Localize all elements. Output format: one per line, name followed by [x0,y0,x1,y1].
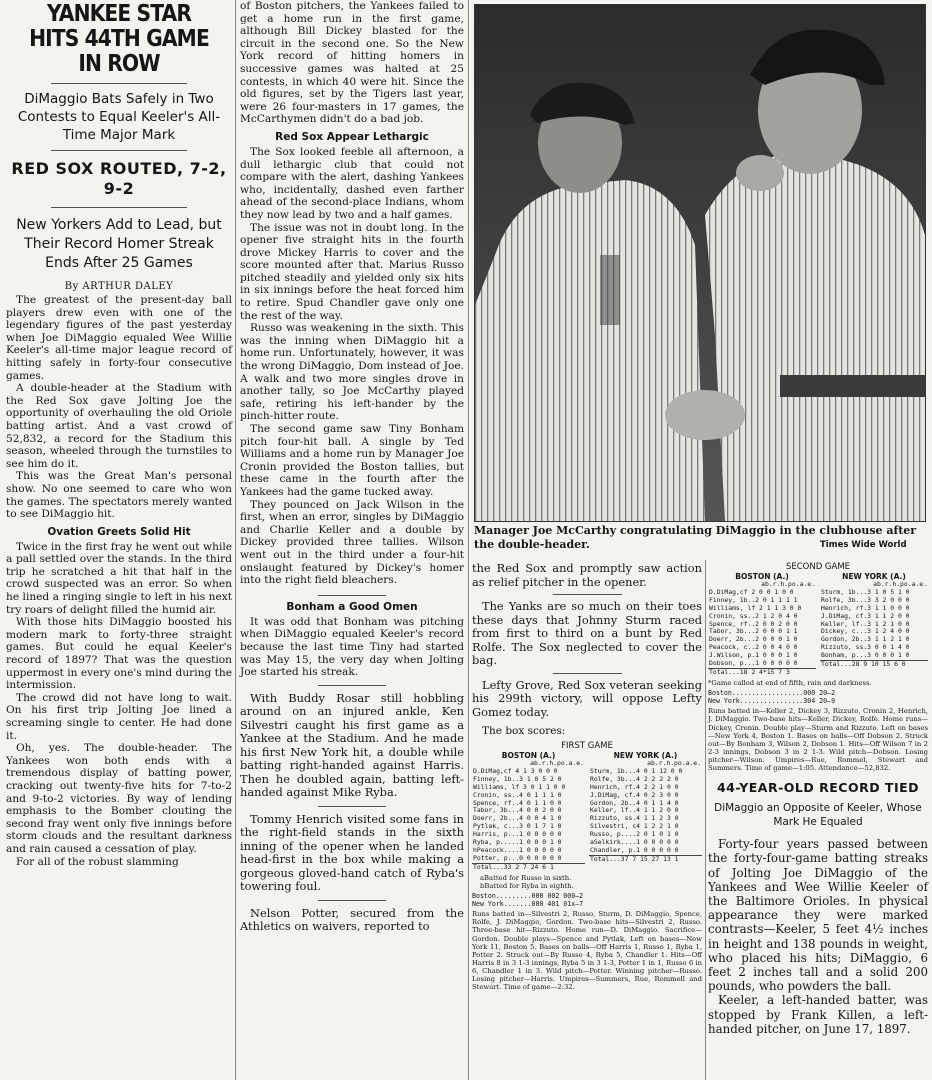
col-header: ab.r.h.po.a.e. [873,580,927,588]
game-label: SECOND GAME [785,562,851,572]
subhead: Ovation Greets Solid Hit [47,525,191,538]
paragraph: For all of the robust slamming [16,855,179,868]
paragraph: Lefty Grove, Red Sox veteran seeking his 299th victory, will oppose Lefty Gomez today. [472,677,702,719]
paragraph: Nelson Potter, secured from the Athletics on waivers, reported to [240,905,464,934]
box-row: Tabor, 3b...4 0 0 2 0 0 [473,806,562,815]
boston-box [708,581,816,677]
box-row: Potter, p...0 0 0 0 0 0 [473,853,562,862]
paragraph: Forty-four years passed between the forty-four-game batting streaks of Jolting Joe DiMaggio of the Yankees and Wee Willie Keeler of the Baltimore Orioles. In physical appearance they were marked contrasts—Keeler, 5 feet 4½ inches in height and 138 pounds in weight, who placed his hits; DiMaggio, 6 feet 2 inches tall and a solid 200 pounds, who powders the ball. [708,837,928,994]
box-row: Doerr, 2b...2 0 0 0 1 0 [709,635,798,644]
sidebar-headline: 44-YEAR-OLD RECORD TIED [716,780,920,796]
byline: By ARTHUR DALEY [64,281,174,292]
paragraph: the Red Sox and promptly saw action as relief pitcher in the opener. [472,561,702,589]
box-total: Total...37 7 15 27 13 1 [589,855,702,863]
team-name: BOSTON (A.) [735,572,789,581]
paragraph: of Boston pitchers, the Yankees failed to get a home run in the first game, although Bill Dickey blasted for the circuit in the second one. So the New York record of hitting homers in successive games was halted at 25 contests, in which 40 were hit. Since the old figures, set by the Tigers last year, were 26 four-masters in 17 games, the McCarthymen didn't do a bad job. [240,0,464,126]
paragraph: Twice in the first fray he went out while a pall settled over the stands. In the third trip he scratched a hit that half in the crowd suspected was an error. So when he lined a ringing single to left in his next try roars of delight filled the humid air. [6,540,232,616]
box-row: Ryba, p.....1 0 0 0 1 0 [473,838,562,847]
team-name: NEW YORK (A.) [842,572,906,581]
box-row: Bonham, p...3 0 0 0 1 0 [821,651,910,660]
paragraph: The crowd did not have long to wait. On his first trip Jolting Joe lined a screaming single to center. He had done it. [6,691,232,742]
team-name: BOSTON (A.) [501,751,556,760]
box-row: hPeacock....1 0 0 0 0 0 [473,845,562,854]
paragraph: Keeler, a left-handed batter, was stopped by Frank Killen, a left-handed pitcher, on June 17, 1897. [708,993,928,1036]
photo-credit: Times Wide World [820,540,907,550]
col-header: ab.r.h.po.a.e. [761,580,815,588]
box-row: D.DiMag,cf 2 0 0 1 0 0 [709,587,794,596]
box-row: J.Wilson, p.1 0 0 0 1 0 [709,651,798,660]
box-row: aSelkirk....1 0 0 0 0 0 [590,838,679,847]
sidebar-deck: DiMaggio an Opposite of Keeler, Whose Mark He Equaled [714,802,922,829]
line-score: Boston..................000 20—2 [708,688,836,697]
paragraph: Russo was weakening in the sixth. This was the inning when DiMaggio hit a home run. Unfortunately, however, it was the wrong DiMaggio, Dom instead of Joe. A walk and two more singles drove in another tally, so Joe McCarthy played safe, retiring his left-hander by the pinch-hitter route. [240,322,464,423]
article-column-1 [6,0,232,868]
box-row: Tabor, 3b...2 0 0 0 1 1 [709,627,798,636]
article-column-2 [240,0,464,934]
box-row: Peacock, c..2 0 0 4 0 0 [709,643,798,652]
team-name: NEW YORK (A.) [613,751,678,760]
newyork-box [820,581,928,669]
paragraph: A double-header at the Stadium with the Red Sox gave Jolting Joe the opportunity of overhauling the old Oriole batting artist. And a vast crowd of 52,832, a record for the Stadium this season, wheeled through the turnstiles to see him do it. [6,382,232,470]
box-scores-intro: The box scores: [482,725,566,737]
paragraph: The Yanks are so much on their toes these days that Johnny Sturm raced from first to third on a bunt by Red Rolfe. The Sox neglected to cover the bag. [472,599,702,667]
box-row: Rizzuto, ss.3 0 0 1 4 0 [821,643,910,652]
box-row: Rolfe, 3b...3 3 2 0 0 0 [821,595,910,604]
deck-1: DiMaggio Bats Safely in Two Contests to Equal Keeler's All-Time Major Mark [17,91,221,143]
box-row: Gordon, 2b..3 1 1 2 1 0 [821,635,910,644]
box-row: Russo, p....2 0 1 0 1 0 [590,830,679,839]
box-row: Dobson, p...1 0 0 0 0 0 [709,659,798,668]
box-row: Rizzuto, ss.4 1 1 2 3 0 [590,814,679,823]
clubhouse-photo [474,4,926,522]
box-row: Spence, rf..4 0 1 1 0 0 [473,798,562,807]
subhead: Bonham a Good Omen [286,600,418,613]
box-row: Williams, lf 3 0 1 1 0 0 [473,782,566,791]
game-label: FIRST GAME [561,741,613,751]
box-row: Chandler, p.1 0 0 0 0 0 [590,845,679,854]
box-note: aBatted for Russo in sixth. [480,873,572,882]
box-score-first-game [472,751,702,872]
newyork-box [589,760,702,864]
box-row: Henrich, rf.3 1 1 0 0 0 [821,603,910,612]
paragraph: The Sox looked feeble all afternoon, a dull lethargic club that could not compare with the alert, dashing Yankees who, incidentally, dashed even farther ahead of the second-place Indians, whom they now lead by two and a half games. [240,145,464,221]
photo-illustration [475,5,925,521]
box-row: Pytlak, c...3 0 1 7 1 0 [473,822,562,831]
deck-2: RED SOX ROUTED, 7-2, 9-2 [11,159,227,198]
box-row: Dickey, c...3 1 2 4 0 0 [821,627,910,636]
paragraph: The second game saw Tiny Bonham pitch four-hit ball. A single by Ted Williams and a home run by Manager Joe Cronin provided the Boston tallies, but these came in the fourth after the Yankees had the game tucked away. [240,423,464,498]
box-row: Cronin, ss..2 1 2 0 4 0 [709,611,798,620]
box-row: Rolfe, 3b...4 2 2 2 2 0 [590,774,679,783]
boston-box [472,760,585,872]
paragraph: Tommy Henrich visited some fans in the right-field stands in the sixth inning of the opener when he landed head-first in the box while making a gorgeous gloved-hand catch of Ryba's towering foul. [240,811,464,894]
box-row: Harris, p...1 0 0 0 0 0 [473,830,562,839]
paragraph: It was odd that Bonham was pitching when DiMaggio equaled Keeler's record because the last time Tiny had started was May 15, the very day when Jolting Joe started his streak. [240,615,464,679]
paragraph: With Buddy Rosar still hobbling around on an injured ankle, Ken Silvestri caught his first game as a Yankee at the Stadium. And he made his first New York hit, a double while batting right-handed against Harris. Then he doubled again, batting left-handed against Mike Ryba. [240,690,464,800]
box-total: Total...28 9 10 15 6 0 [820,661,928,669]
paragraph: The issue was not in doubt long. In the opener five straight hits in the fourth drove Mickey Harris to cover and the score mounted after that. Marius Russo pitched steadily and yielded only six hits in six innings before the heat forced him to retire. Spud Chandler gave only one the rest of the way. [240,221,464,322]
photo-caption: Manager Joe McCarthy congratulating DiMaggio in the clubhouse after the double-header. [474,524,917,551]
article-column-3 [472,562,702,993]
col-header: ab.r.h.po.a.e. [647,759,701,767]
box-row: J.DiMag, cf.3 1 1 2 0 0 [821,611,910,620]
paragraph: This was the Great Man's personal show. No one seemed to care who won the games. The spectators merely wanted to see DiMaggio hit. [6,470,232,521]
box-row: Finney, 1b..3 1 0 5 2 0 [473,774,562,783]
article-column-4 [708,562,928,1036]
col-header: ab.r.h.po.a.e. [530,759,584,767]
box-row: Spence, rf..2 0 0 2 0 0 [709,619,798,628]
box-row: Henrich, rf.4 2 2 1 0 0 [590,782,679,791]
box-row: Sturm, 1b...4 0 1 12 0 0 [590,766,683,775]
box-note: *Game called at end of fifth, rain and darkness. [708,678,872,687]
box-total: Total...18 2 4*15 7 3 [708,668,816,676]
box-note: bBatted for Ryba in eighth. [480,881,574,890]
box-row: Silvestri, c4 1 2 2 1 0 [590,822,679,831]
box-row: Keller, lf..4 1 1 2 0 0 [590,806,679,815]
subhead: Red Sox Appear Lethargic [275,130,429,143]
box-row: Williams, lf 2 1 1 3 0 0 [709,603,802,612]
box-row: Doerr, 2b...4 0 0 4 1 0 [473,814,562,823]
deck-3: New Yorkers Add to Lead, but Their Record Homer Streak Ends After 25 Games [16,217,222,271]
box-row: Gordon, 2b..4 0 1 1 4 0 [590,798,679,807]
paragraph: They pounced on Jack Wilson in the first, when an error, singles by DiMaggio and Charlie Keller and a double by Dickey provided three tallies. Wilson went out in the third under a four-hit onslaught featured by Dickey's homer into the right field bleachers. [240,498,464,587]
box-summary: Runs batted in—Silvestri 2, Russo, Sturm, D. DiMaggio, Spence, Rolfe, J. DiMaggio, Gordon. Two-base hits—Silvestri 2, Russo. Three-base hit—Rizzuto. Home run—D. DiMaggio. Sacrifice—Gordon. Double plays—Spence and Pytlak, Left on bases—New York 11, Boston 5. Bases on balls—Off Harris 1, Russo 1, Ryba 1, Potter 2. Struck out—By Russo 4, Ryba 5, Chandler 1. Hits—Off Harris 8 in 3 1-3 innings, Ryba 5 in 3 1-3, Potter 1 in 1, Russo 6 in 6, Chandler 1 in 3. Wild pitch—Potter. Winning pitcher—Russo. Losing pitcher—Harris. Umpires—Summers, Rue, Rommell and Stewart. Time of game—2:32. [472,910,702,992]
box-row: Cronin, ss..4 0 1 1 1 0 [473,790,562,799]
box-row: Finney, 1b..2 0 1 1 1 1 [709,595,798,604]
paragraph: Oh, yes. The double-header. The Yankees won both ends with a tremendous display of batting power, cracking out twenty-five hits for 7-to-2 and 9-to-2 victories. By way of lending emphasis to the Bomber clouting the second fray went only five innings before storm clouds and the resultant darkness and rain caused a cessation of play. [6,742,232,855]
paragraph: The greatest of the present-day ball players drew even with one of the legendary figures of the past yesterday when Joe DiMaggio equaled Wee Willie Keeler's all-time major league record of hitting safely in forty-four consecutive games. [6,294,232,382]
box-row: D.DiMag,cf 4 1 3 0 0 0 [473,766,558,775]
box-row: Keller, lf..3 1 2 1 0 0 [821,619,910,628]
main-headline: YANKEE STAR HITS 44TH GAME IN ROW [29,1,209,77]
paragraph: With those hits DiMaggio boosted his modern mark to forty-three straight games. But could he equal Keeler's record of 1897? That was the question uppermost in every one's mind during the intermission. [6,616,232,692]
box-total: Total...33 2 7 24 6 1 [472,863,585,871]
line-score: New York................304 20—9 [708,697,836,706]
line-score: Boston.........000 002 000—2 [472,891,584,900]
line-score: New York.......000 401 01x—7 [472,900,584,909]
box-row: J.DiMag, cf.4 0 2 3 0 0 [590,790,679,799]
box-row: Sturm, 1b...3 1 0 5 1 0 [821,587,910,596]
box-summary: Runs batted in—Keller 2, Dickey 3, Rizzuto, Cronin 2, Henrich, J. DiMaggio. Two-base hits—Keller, Dickey, Rolfe. Home runs—Dickey, Cronin. Double play—Sturm and Rizzuto. Left on bases—New York 4, Boston 1. Bases on balls—Off Dobson 2. Struck out—By Bonham 3, Wilson 2, Dobson 1. Hits—Off Wilson 7 in 2 2-3 innings, Dobson 3 in 2 1-3. Wild pitch—Dobson. Losing pitcher—Wilson. Umpires—Rue, Rommel, Stewart and Summers. Time of game—1:05. Attendance—52,832. [708,707,928,773]
box-score-second-game [708,572,928,677]
